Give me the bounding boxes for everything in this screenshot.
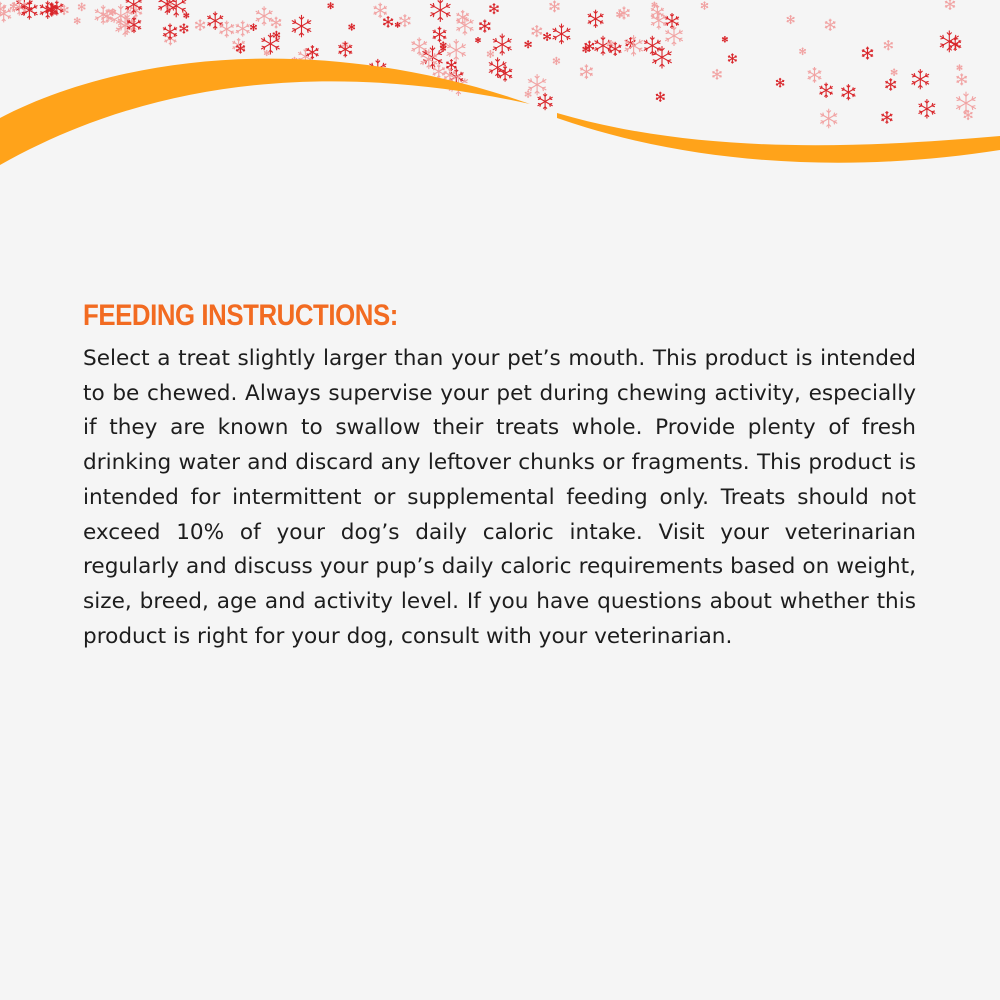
snowflake-icon xyxy=(665,26,683,46)
snowflake-icon xyxy=(652,46,671,68)
snowflake-icon xyxy=(475,37,480,43)
snowflake-icon xyxy=(918,99,935,118)
snowflake-icon xyxy=(433,27,447,43)
snowflake-icon xyxy=(588,10,604,28)
snowflake-icon xyxy=(487,50,494,58)
snowflake-icon xyxy=(179,23,188,33)
snowflake-icon xyxy=(78,3,85,12)
snowflake-icon xyxy=(338,41,352,57)
snowflake-icon xyxy=(498,65,512,81)
snowflake-icon xyxy=(456,15,473,35)
snowflake-icon xyxy=(787,15,795,24)
snowflake-icon xyxy=(74,17,80,24)
snowflake-icon xyxy=(722,36,728,43)
snowflake-icon xyxy=(383,16,393,28)
snowflake-icon xyxy=(183,12,189,19)
snowflake-icon xyxy=(712,69,721,80)
snowflake-icon xyxy=(957,73,967,85)
snowflake-icon xyxy=(808,67,822,83)
snowflake-icon xyxy=(580,64,593,79)
snowflake-icon xyxy=(538,93,553,110)
snowflake-icon xyxy=(446,59,456,71)
snowflake-icon xyxy=(819,83,832,98)
snowflake-icon xyxy=(701,1,708,9)
snowflake-icon xyxy=(479,20,490,33)
feeding-instructions-section xyxy=(83,296,916,654)
snowflake-banner xyxy=(0,0,1000,200)
snowflake-icon xyxy=(644,36,661,56)
snowflake-icon xyxy=(841,84,855,100)
snowflake-icon xyxy=(250,23,257,31)
snowflake-icon xyxy=(884,40,893,50)
snowflake-icon xyxy=(549,1,559,13)
snowflake-icon xyxy=(236,21,250,37)
snowflake-icon xyxy=(525,90,532,98)
snowflake-icon xyxy=(543,32,551,41)
snowflake-icon xyxy=(264,50,269,56)
snowflake-icon xyxy=(776,78,784,88)
snowflake-icon xyxy=(374,3,387,18)
snowflake-icon xyxy=(881,111,892,124)
snowflake-icon xyxy=(656,92,665,102)
snowflake-icon xyxy=(430,0,450,22)
snowflake-icon xyxy=(862,47,873,60)
snowflake-icon xyxy=(328,2,334,9)
snowflake-icon xyxy=(956,92,976,115)
snowflake-icon xyxy=(957,64,963,71)
snowflake-icon xyxy=(395,22,400,28)
snowflake-icon xyxy=(447,39,466,61)
snowflake-icon xyxy=(195,19,205,31)
snowflake-icon xyxy=(273,31,280,39)
snowflake-icon xyxy=(553,24,571,45)
snowflake-icon xyxy=(292,15,311,37)
snowflake-icon xyxy=(399,14,410,27)
snowflake-icon xyxy=(728,53,737,63)
snowflake-icon xyxy=(306,45,318,59)
snowflake-icon xyxy=(665,13,679,29)
snowflake-icon xyxy=(553,57,560,65)
section-heading: FEEDING INSTRUCTIONS: xyxy=(83,299,398,332)
snowflake-icon-group xyxy=(0,0,976,128)
snowflake-icon xyxy=(825,19,836,31)
snowflake-icon xyxy=(820,109,837,129)
snowflake-icon xyxy=(348,23,354,30)
snowflake-icon xyxy=(493,34,512,56)
snowflake-icon xyxy=(158,0,176,15)
snowflake-icon xyxy=(163,24,177,40)
snowflake-icon xyxy=(912,69,929,89)
snowflake-icon xyxy=(885,78,896,90)
orange-swoosh-right xyxy=(557,113,1000,163)
snowflake-icon xyxy=(525,40,532,48)
snowflake-icon xyxy=(891,68,898,76)
snowflake-icon xyxy=(489,3,499,14)
snowflake-icon xyxy=(256,6,273,25)
snowflake-icon xyxy=(945,0,955,10)
section-body: Select a treat slightly larger than your pet’s mouth. This product is intended to be chewed. Always supervise your pet during chewing activity, especially if they are known to swallow their treats whole. Provide plenty of fresh drinking water and discard any leftover chunks or fragments. This product is intended for intermittent or supplemental feeding only. Treats should not exceed 10% of your dog’s daily caloric intake. Visit your veterinarian regularly and discuss your pup’s daily caloric requirements based on weight, size, breed, age and activity level. If you have questions about whether this product is right for your dog, consult with your veterinarian. xyxy=(83,346,916,649)
snowflake-icon xyxy=(799,48,806,56)
snowflake-icon xyxy=(532,25,543,37)
snowflake-icon xyxy=(271,17,281,29)
